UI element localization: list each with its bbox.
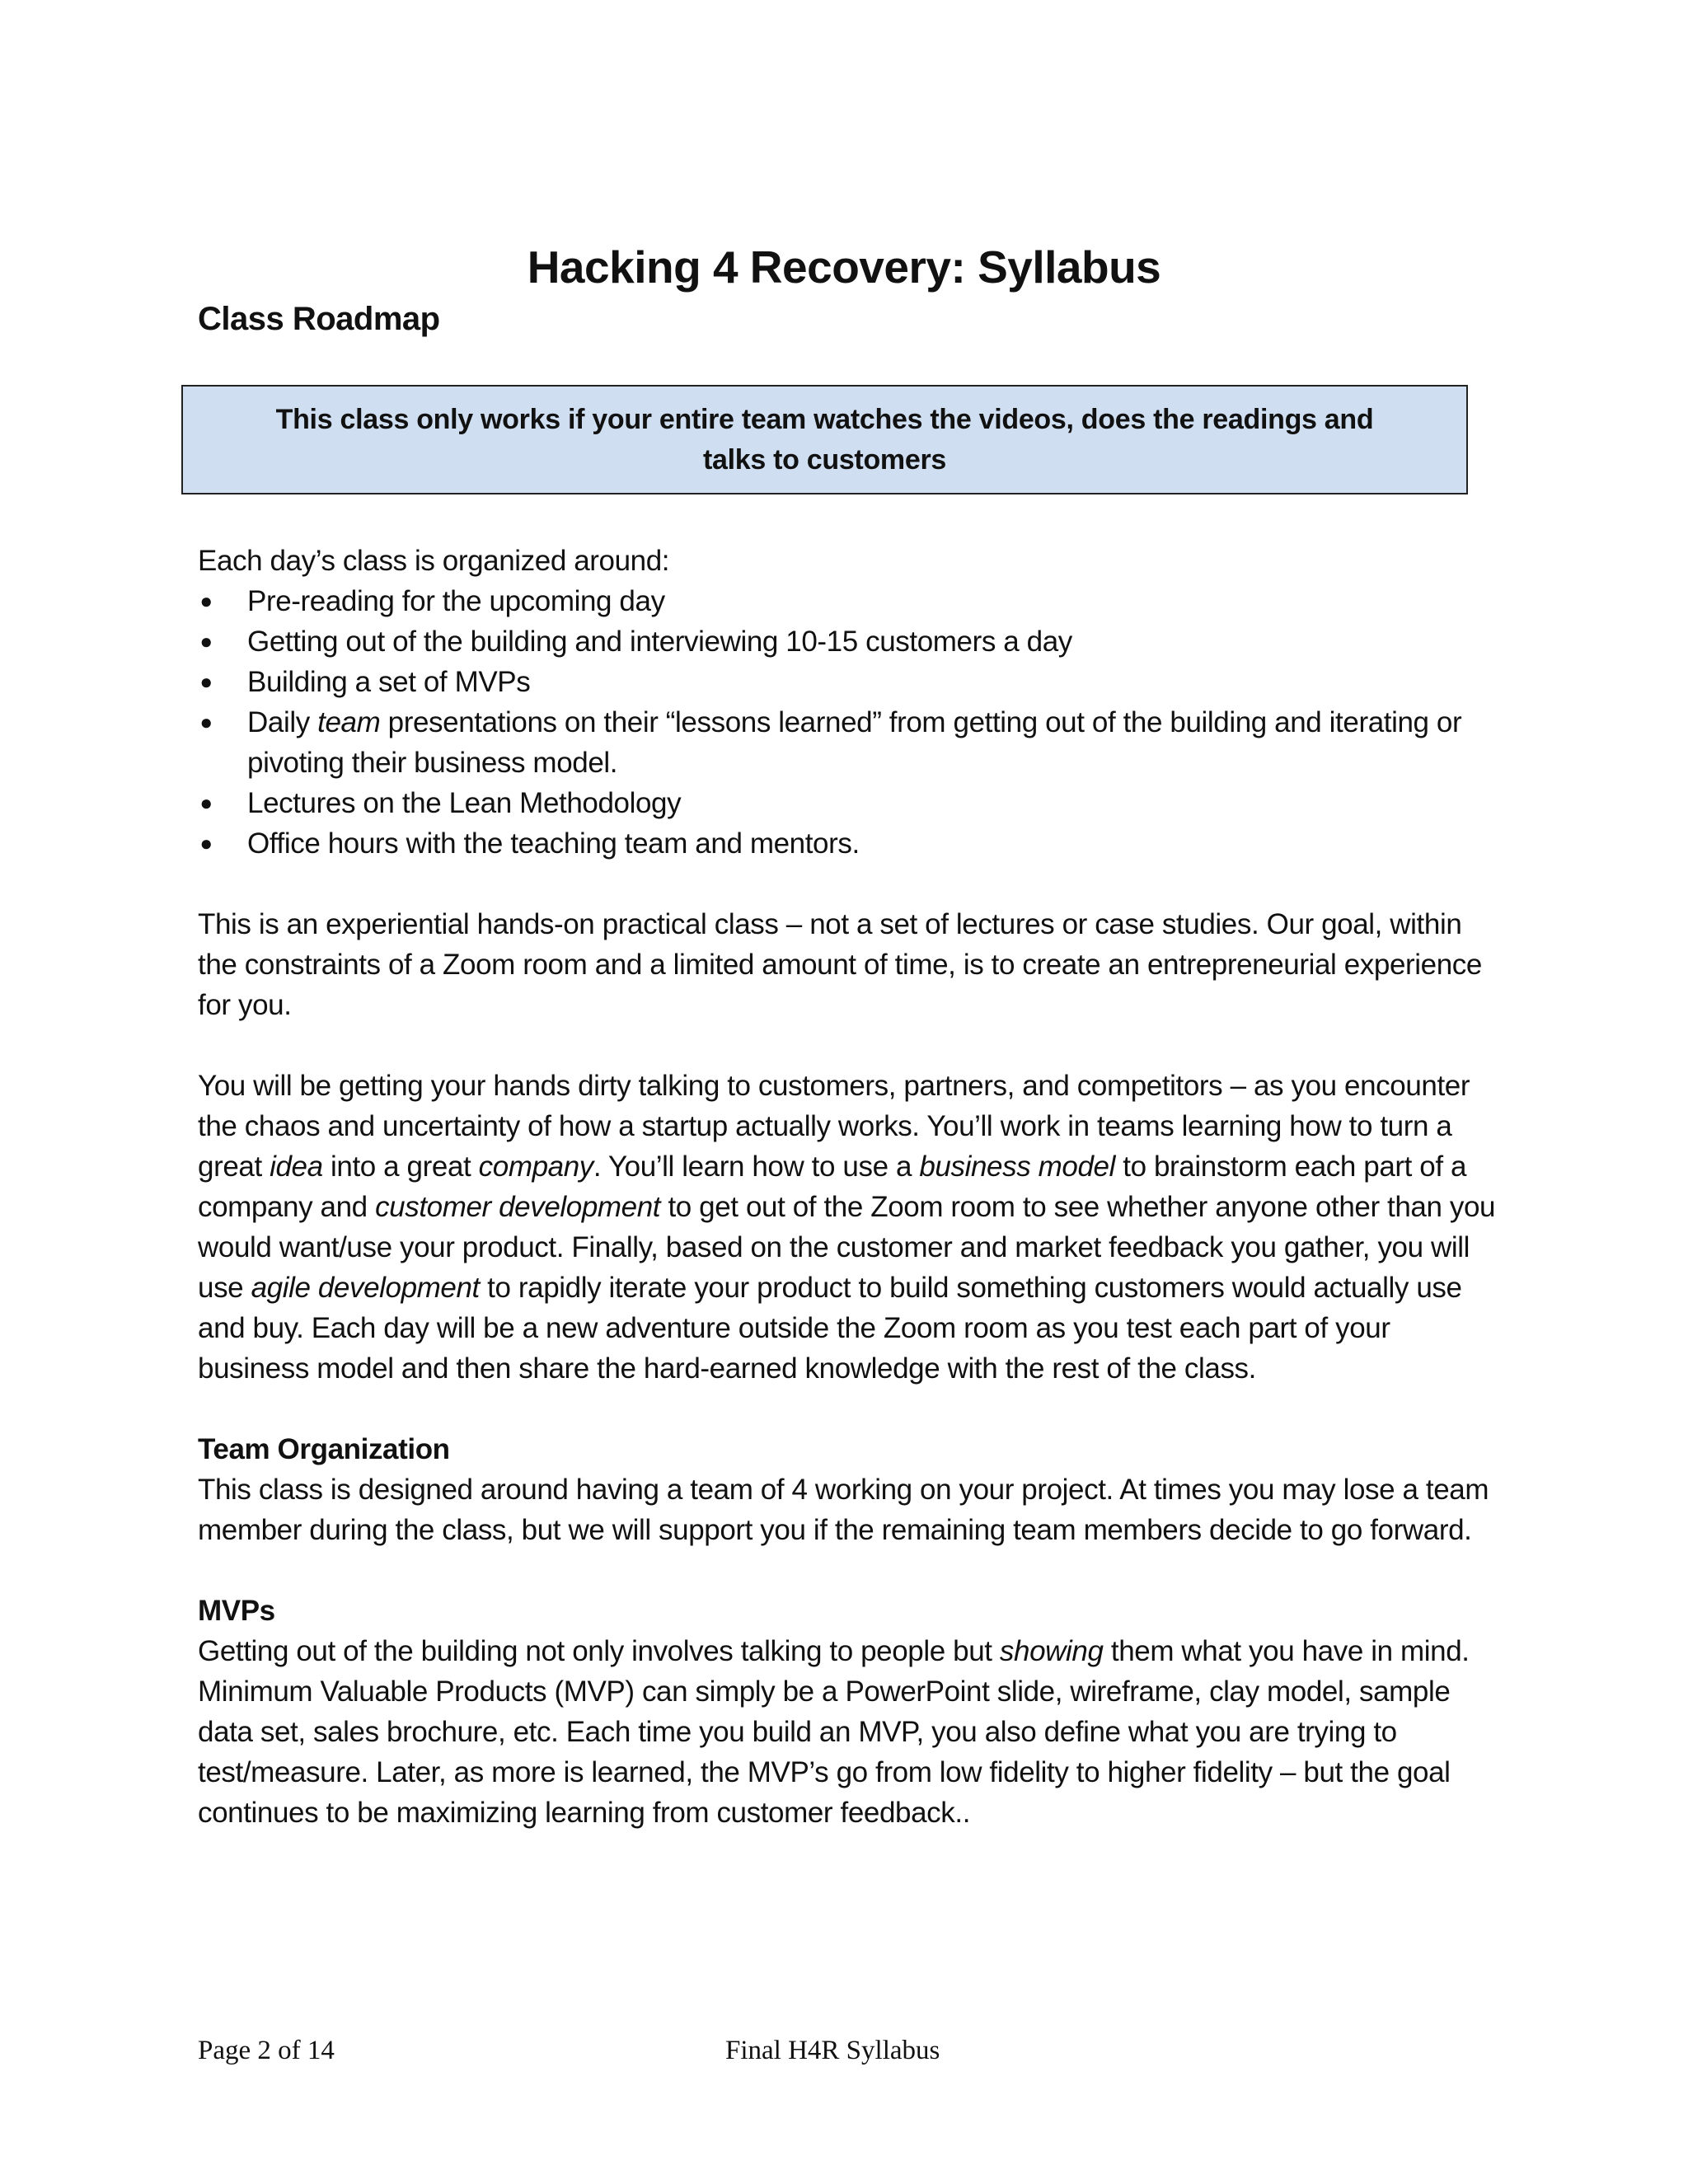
daily-activities-list (198, 581, 1500, 864)
list-item-text: Lectures on the Lean Methodology (247, 787, 682, 819)
emphasis-text: idea (270, 1151, 323, 1183)
list-item-text: Getting out of the building and interviewing 10-15 customers a day (247, 626, 1072, 658)
callout-text: This class only works if your entire team watches the videos, does the readings and talks to customers (275, 403, 1374, 476)
experiential-paragraph: This is an experiential hands-on practical class – not a set of lectures or case studies. Our goal, within the constraints of a Zoom room and a limited amount of time, is to create an entrepreneurial experience for you. (198, 908, 1482, 1021)
list-item-text: Office hours with the teaching team and mentors. (247, 827, 860, 860)
bullet-icon: ● (199, 669, 213, 694)
bullet-icon: ● (199, 831, 213, 855)
list-item-text: Building a set of MVPs (247, 666, 531, 698)
document-title: Hacking 4 Recovery: Syllabus (527, 241, 1161, 293)
class-roadmap-heading: Class Roadmap (198, 301, 440, 337)
callout-box (181, 385, 1468, 494)
team-organization-paragraph: This class is designed around having a team of 4 working on your project. At times you may lose a team member during the class, but we will support you if the remaining team members decide to go forward. (198, 1474, 1489, 1546)
bullet-icon: ● (199, 790, 213, 815)
hands-dirty-paragraph: You will be getting your hands dirty talking to customers, partners, and competitors – as you encounter the chaos and uncertainty of how a startup actually works. You’ll work in teams learning how to turn a great idea into a great company. You’ll learn how to use a business model to brainstorm each part of a company and customer development to get out of the Zoom room to see whether anyone other than you would want/use your product. Finally, based on the customer and market feedback you gather, you will use agile development to rapidly iterate your product to build something customers would actually use and buy. Each day will be a new adventure outside the Zoom room as you test each part of your business model and then share the hard-earned knowledge with the rest of the class. (198, 1070, 1496, 1385)
list-item (198, 621, 1500, 662)
team-organization-heading: Team Organization (198, 1433, 450, 1465)
emphasis-text: customer development (375, 1191, 661, 1223)
bullet-icon: ● (199, 710, 213, 734)
list-item (198, 823, 1500, 864)
page-number: Page 2 of 14 (198, 2036, 335, 2065)
footer-document-name: Final H4R Syllabus (725, 2036, 940, 2065)
list-item (198, 783, 1500, 823)
list-item-text: Daily team presentations on their “lessons learned” from getting out of the building and iterating or pivoting their business model. (247, 706, 1462, 779)
emphasis-text: company (478, 1151, 593, 1183)
list-item (198, 662, 1500, 702)
emphasis-text: team (317, 706, 381, 738)
list-item (198, 581, 1500, 621)
bullet-icon: ● (199, 629, 213, 654)
list-item-text: Pre-reading for the upcoming day (247, 585, 665, 617)
list-item (198, 702, 1500, 783)
intro-lead: Each day’s class is organized around: (198, 545, 670, 577)
emphasis-text: showing (999, 1635, 1104, 1667)
document-body (198, 541, 1500, 1833)
emphasis-text: agile development (251, 1272, 480, 1304)
mvps-heading: MVPs (198, 1595, 275, 1627)
mvps-paragraph: Getting out of the building not only involves talking to people but showing them what you have in mind. Minimum Valuable Products (MVP) can simply be a PowerPoint slide, wireframe, clay model, sample data set, sales brochure, etc. Each time you build an MVP, you also define what you are trying to test/measure. Later, as more is learned, the MVP’s go from low fidelity to higher fidelity – but the goal continues to be maximizing learning from customer feedback.. (198, 1635, 1470, 1829)
bullet-icon: ● (199, 588, 213, 613)
emphasis-text: business model (919, 1151, 1115, 1183)
